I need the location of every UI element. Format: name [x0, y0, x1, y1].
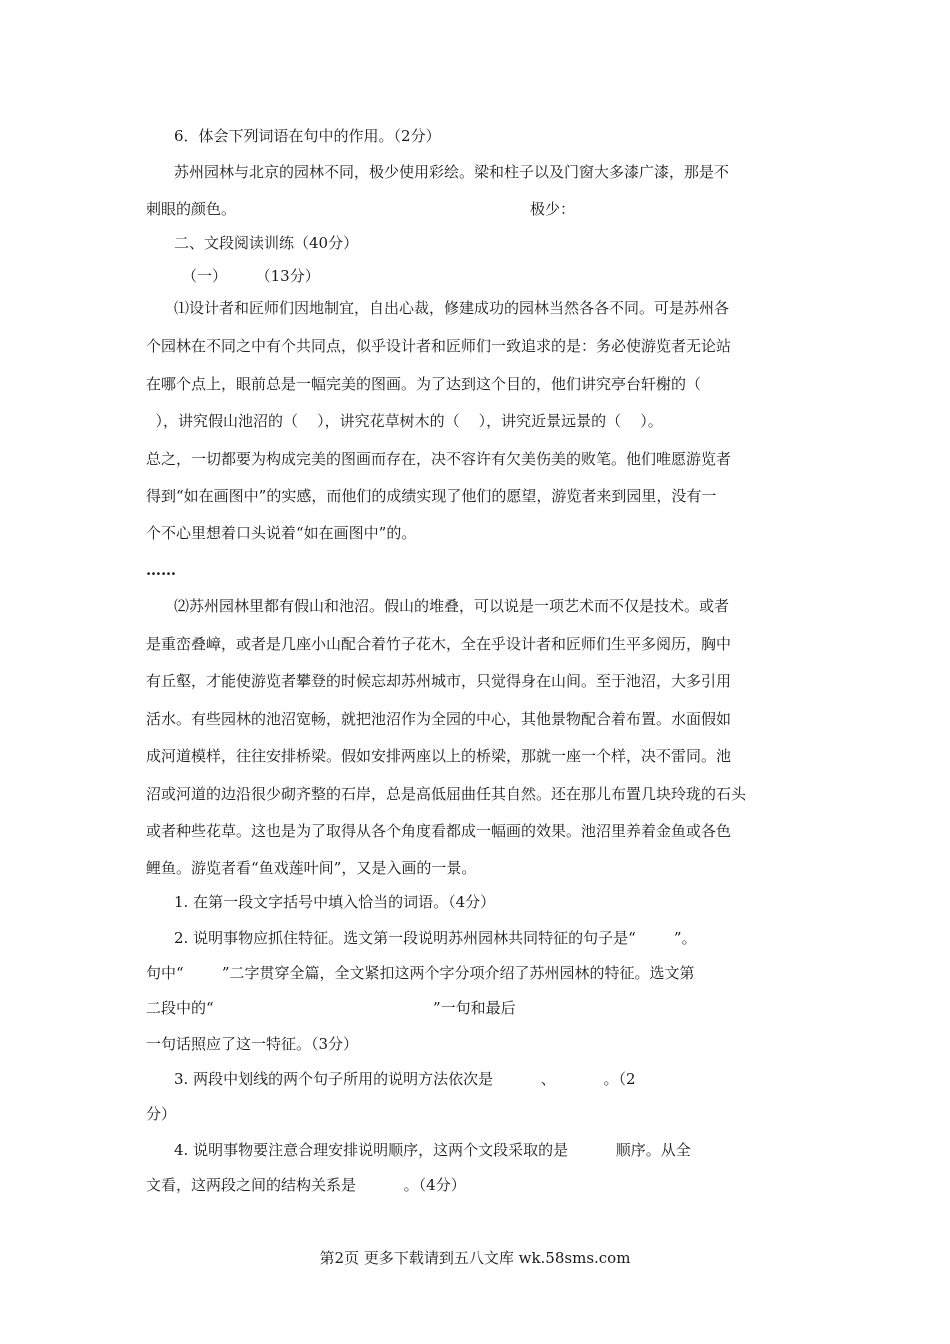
- para1-line: 在哪个点上，眼前总是一幅完美的图画。为了达到这个目的，他们讲究亭台轩榭的（: [146, 375, 702, 393]
- question-2-line-4: 一句话照应了这一特征。（3分）: [146, 1035, 359, 1053]
- para2-line: 鲤鱼。游览者看“鱼戏莲叶间”，又是入画的一景。: [146, 859, 477, 877]
- para1-line: 得到“如在画图中”的实感，而他们的成绩实现了他们的愿望，游览者来到园里，没有一: [146, 487, 717, 505]
- para1-line: ），讲究假山池沼的（ ），讲究花草树木的（ ），讲究近景远景的（ ）。: [146, 412, 663, 430]
- ellipsis: ……: [146, 561, 176, 579]
- para1-line: 总之，一切都要为构成完美的图画而存在，决不容许有欠美伤美的败笔。他们唯愿游览者: [146, 450, 732, 468]
- question-2-line-2: 句中“ ”二字贯穿全篇，全文紧扣这两个字分项介绍了苏州园林的特征。选文第: [146, 964, 695, 982]
- question-6-title: 6．体会下列词语在句中的作用。（2分）: [174, 127, 441, 145]
- para1-line: 个园林在不同之中有个共同点，似乎设计者和匠师们一致追求的是：务必使游览者无论站: [146, 337, 732, 355]
- para2-line: 是重峦叠嶂，或者是几座小山配合着竹子花木，全在乎设计者和匠师们生平多阅历，胸中: [146, 635, 732, 653]
- question-4-line-2: 文看，这两段之间的结构关系是 。（4分）: [146, 1176, 466, 1194]
- question-6-line-2b: 极少：: [530, 200, 576, 218]
- para2-line: 或者种些花草。这也是为了取得从各个角度看都成一幅画的效果。池沼里养着金鱼或各色: [146, 822, 732, 840]
- question-2-line-3: 二段中的“ ”一句和最后: [146, 999, 516, 1017]
- question-2-line-1: 2. 说明事物应抓住特征。选文第一段说明苏州园林共同特征的句子是“ ”。: [174, 929, 697, 947]
- para1-line: 个不心里想着口头说着“如在画图中”的。: [146, 524, 417, 542]
- para2-line: 有丘壑，才能使游览者攀登的时候忘却苏州城市，只觉得身在山间。至于池沼，大多引用: [146, 672, 732, 690]
- question-3-line-2: 分）: [146, 1105, 177, 1123]
- section-2-sub: （一） （13分）: [182, 267, 320, 285]
- para2-line: ⑵苏州园林里都有假山和池沼。假山的堆叠，可以说是一项艺术而不仅是技术。或者: [174, 597, 730, 615]
- question-4-line-1: 4. 说明事物要注意合理安排说明顺序，这两个文段采取的是 顺序。从全: [174, 1141, 691, 1159]
- section-2-heading: 二、文段阅读训练（40分）: [174, 234, 359, 252]
- question-6-line-2a: 刺眼的颜色。: [146, 200, 237, 218]
- para1-line: ⑴设计者和匠师们因地制宜，自出心裁，修建成功的园林当然各各不同。可是苏州各: [174, 299, 730, 317]
- page-footer: 第2页 更多下载请到五八文库 wk.58sms.com: [319, 1249, 631, 1267]
- para2-line: 成河道模样，往往安排桥梁。假如安排两座以上的桥梁，那就一座一个样，决不雷同。池: [146, 747, 732, 765]
- question-3-line-1: 3. 两段中划线的两个句子所用的说明方法依次是 、 。（2: [174, 1070, 636, 1088]
- para2-line: 活水。有些园林的池沼宽畅，就把池沼作为全园的中心，其他景物配合着布置。水面假如: [146, 710, 732, 728]
- question-1: 1. 在第一段文字括号中填入恰当的词语。（4分）: [174, 893, 496, 911]
- para2-line: 沼或河道的边沿很少砌齐整的石岸，总是高低屈曲任其自然。还在那儿布置几块玲珑的石头: [146, 785, 747, 803]
- question-6-line-1: 苏州园林与北京的园林不同，极少使用彩绘。梁和柱子以及门窗大多漆广漆，那是不: [174, 163, 730, 181]
